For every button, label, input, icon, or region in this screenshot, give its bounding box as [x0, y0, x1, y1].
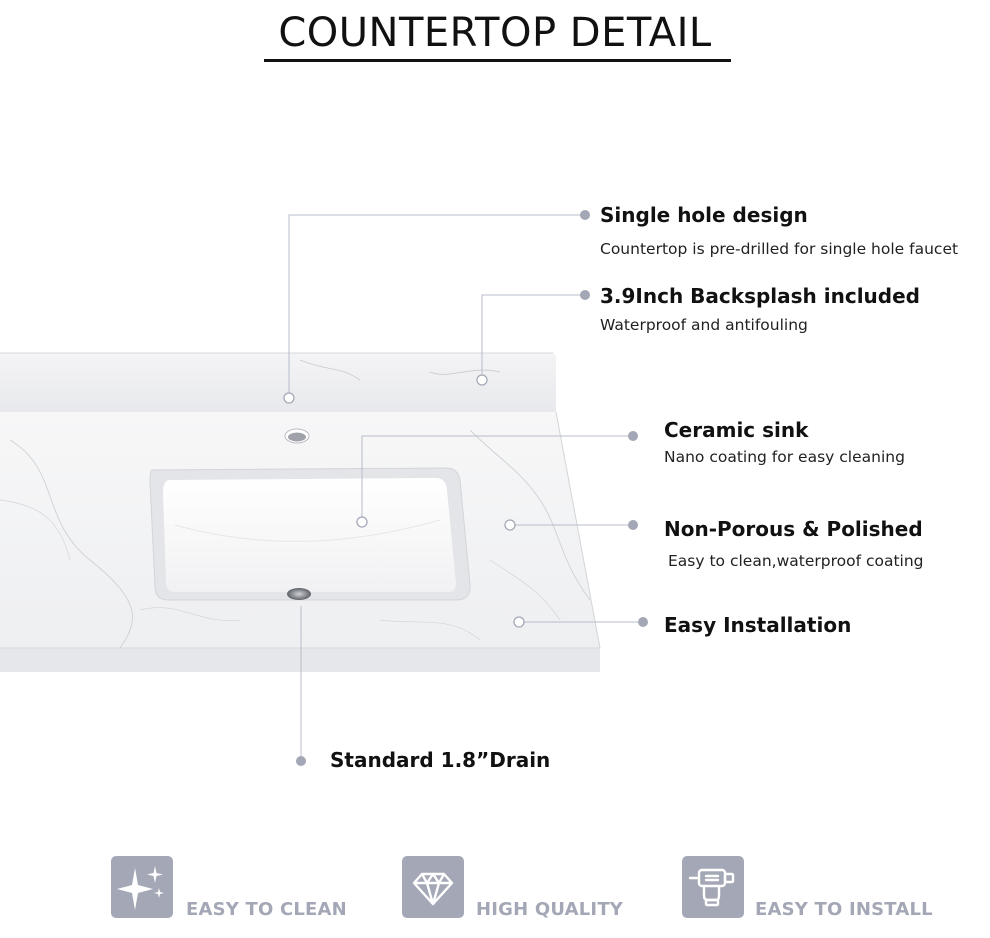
feature-title-non-porous: Non-Porous & Polished — [664, 517, 923, 541]
diamond-icon — [402, 856, 464, 918]
feature-desc-backsplash: Waterproof and antifouling — [600, 316, 808, 334]
feature-title-single-hole: Single hole design — [600, 203, 808, 227]
feature-title-backsplash: 3.9Inch Backsplash included — [600, 284, 920, 308]
ceramic-sink — [150, 468, 470, 600]
drill-icon — [682, 856, 744, 918]
feature-title-drain: Standard 1.8”Drain — [330, 748, 551, 772]
page-title: COUNTERTOP DETAIL — [278, 10, 712, 56]
faucet-hole — [285, 429, 309, 443]
badge-label-easy-to-install: EASY TO INSTALL — [755, 899, 933, 920]
backsplash — [0, 353, 556, 412]
feature-desc-single-hole: Countertop is pre-drilled for single hole faucet — [600, 240, 959, 258]
feature-title-ceramic-sink: Ceramic sink — [664, 418, 809, 442]
feature-desc-ceramic-sink: Nano coating for easy cleaning — [664, 448, 905, 466]
feature-title-installation: Easy Installation — [664, 613, 852, 637]
badge-label-easy-to-clean: EASY TO CLEAN — [186, 899, 347, 920]
sparkle-icon — [111, 856, 173, 918]
badge-label-high-quality: HIGH QUALITY — [476, 899, 624, 920]
feature-desc-non-porous: Easy to clean,waterproof coating — [668, 552, 924, 570]
